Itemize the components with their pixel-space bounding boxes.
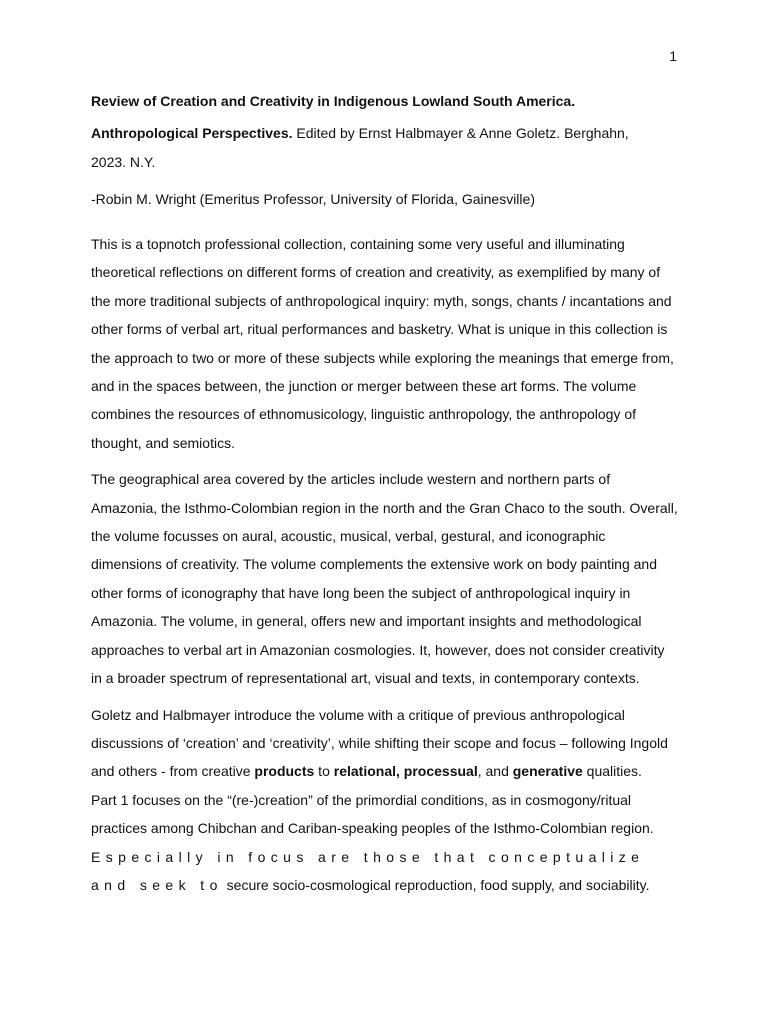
emphasis-relational-processual: relational, processual <box>333 763 478 780</box>
paragraph-4-part-1: Part 1 focuses on the “(re-)creation” of the primordial conditions, as in cosmogony/ritual practices among Chibchan and Cariban-speaking peoples of the Isthmo-Colombian region. <box>91 791 654 837</box>
paragraph-4-spaced-text: Especially in focus are those that conceptualize and seek to <box>91 848 645 893</box>
paragraph-3-connector-2: , and <box>477 763 513 780</box>
emphasis-generative: generative <box>512 763 583 780</box>
paragraph-1: This is a topnotch professional collection, containing some very useful and illuminating theoretical reflections on different forms of creation and creativity, as exemplified by many of the more traditional subjects of anthropological inquiry: myth, songs, chants / incantations and other forms of verbal art, ritual performances and basketry. What is unique in this collection is the approach to two or more of these subjects while exploring the meanings that emerge from, and in the spaces between, the junction or merger between these art forms. The volume combines the resources of ethnomusicology, linguistic anthropology, the anthropology of thought, and semiotics. <box>91 236 674 451</box>
paragraph-3 <box>91 701 679 786</box>
paragraph-4-part-2: secure socio-cosmological reproduction, food supply, and sociability. <box>222 876 650 893</box>
citation-publication-year: 2023. N.Y. <box>91 154 156 170</box>
paragraph-3-end: qualities. <box>582 763 642 780</box>
citation-editors: Edited by Ernst Halbmayer & Anne Goletz. Berghahn, <box>296 125 629 141</box>
page-number: 1 <box>669 48 677 64</box>
paragraph-3-connector-1: to <box>314 763 334 780</box>
paragraph-4 <box>91 786 679 900</box>
review-title: Review of Creation and Creativity in Indigenous Lowland South America. <box>91 93 576 109</box>
reviewer-byline: -Robin M. Wright (Emeritus Professor, University of Florida, Gainesville) <box>91 191 535 207</box>
paragraph-3-intro: Goletz and Halbmayer introduce the volume with a critique of previous anthropological discussions of ‘creation’ and ‘creativity’, while shifting their scope and focus – following Ingold and others - from creative <box>91 706 668 780</box>
paragraph-2: The geographical area covered by the articles include western and northern parts of Amazonia, the Isthmo-Colombian region in the north and the Gran Chaco to the south. Overall, the volume focusses on aural, acoustic, musical, verbal, gestural, and iconographic dimensions of creativity. The volume complements the extensive work on body painting and other forms of iconography that have long been the subject of anthropological inquiry in Amazonia. The volume, in general, offers new and important insights and methodological approaches to verbal art in Amazonian cosmologies. It, however, does not consider creativity in a broader spectrum of representational art, visual and texts, in contemporary contexts. <box>91 471 678 687</box>
citation-subtitle: Anthropological Perspectives. <box>91 125 293 141</box>
document-content <box>91 91 679 899</box>
emphasis-products: products <box>254 763 315 780</box>
citation <box>91 119 679 177</box>
